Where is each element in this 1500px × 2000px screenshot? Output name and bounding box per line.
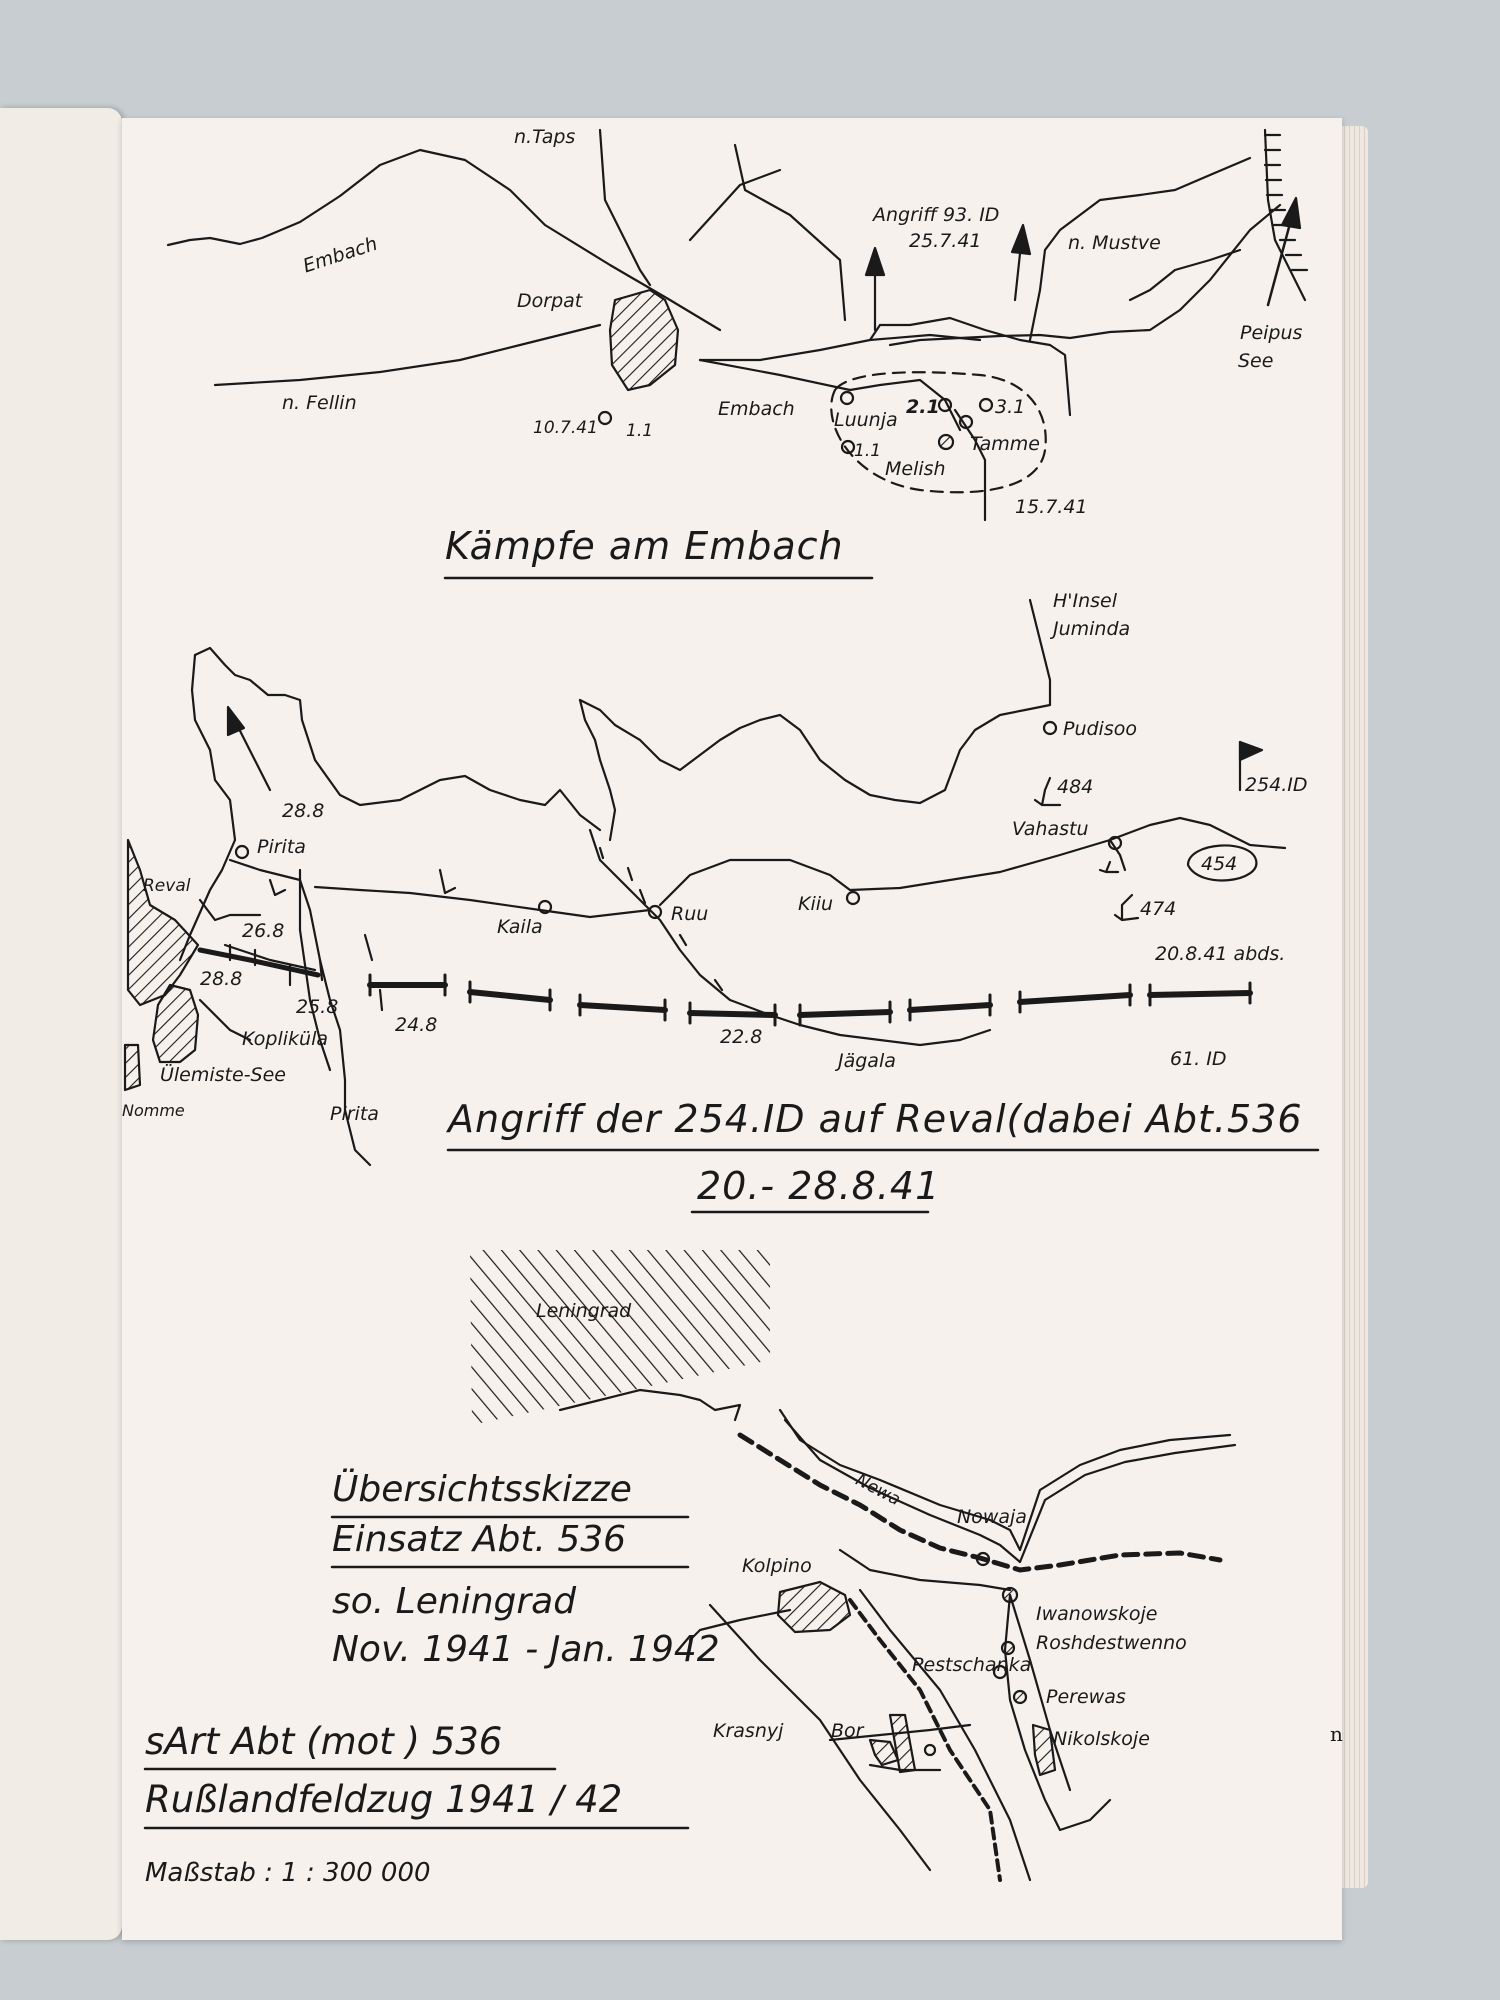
label-leningrad: Leningrad — [536, 1300, 632, 1322]
peipus-ticks — [1265, 135, 1307, 270]
label-tamme: Tamme — [970, 433, 1040, 455]
road-vahastu — [1110, 840, 1125, 870]
label-pudisoo: Pudisoo — [1063, 718, 1137, 740]
label-dorpat: Dorpat — [517, 290, 583, 312]
iwanowskoje-dot — [1003, 1588, 1017, 1602]
margin-letter: n — [1330, 1722, 1343, 1746]
peipus-arrow-head — [1282, 198, 1300, 228]
road-taps — [600, 130, 650, 285]
footer-unit-title: sArt Abt (mot ) 536 — [145, 1720, 503, 1763]
label-embach-west: Embach — [300, 232, 381, 278]
map2-subtitle: 20.- 28.8.41 — [697, 1164, 941, 1208]
label-unit-484: 484 — [1057, 776, 1094, 798]
kolpino-city — [778, 1582, 850, 1632]
label-pirita-north: Pirita — [257, 836, 306, 858]
footer-campaign: Rußlandfeldzug 1941 / 42 — [145, 1778, 623, 1821]
label-juminda: Juminda — [1053, 618, 1131, 640]
label-roshdestwenno: Roshdestwenno — [1036, 1632, 1187, 1654]
label-date-288b: 28.8 — [200, 968, 243, 990]
embach-curve — [870, 318, 1070, 418]
roshdestwenno-dot — [1002, 1642, 1014, 1654]
dorpat-city — [610, 290, 678, 390]
label-perewas: Perewas — [1046, 1686, 1126, 1708]
footer-scale: Maßstab : 1 : 300 000 — [145, 1858, 431, 1888]
label-angriff: Angriff 93. ID — [873, 204, 1000, 226]
label-nikolskoje: Nikolskoje — [1053, 1728, 1150, 1750]
kiiu-dot — [847, 892, 859, 904]
label-angriff-date: 25.7.41 — [909, 230, 982, 252]
bor-area — [870, 1715, 915, 1772]
road-north — [735, 145, 845, 320]
arrow-nw-head — [228, 707, 244, 735]
luunja-dot — [841, 392, 853, 404]
label-fellin: n. Fellin — [282, 392, 357, 414]
coast-west-down — [180, 655, 235, 960]
label-koplikula: Kopliküla — [242, 1028, 328, 1050]
label-nomme: Nomme — [122, 1101, 185, 1120]
label-newa: Newa — [852, 1470, 904, 1511]
label-date-10741: 10.7.41 — [533, 418, 598, 438]
railway-1 — [740, 1435, 1220, 1570]
label-pestschanka: Pestschanka — [912, 1654, 1032, 1676]
label-ulemiste: Ülemiste-See — [160, 1064, 286, 1086]
map3-title-line2: Einsatz Abt. 536 — [332, 1519, 627, 1560]
label-unit-474: 474 — [1140, 898, 1177, 920]
leningrad-area — [470, 1250, 770, 1425]
label-jagala: Jägala — [838, 1050, 896, 1072]
map2-title: Angriff der 254.ID auf Reval(dabei Abt.536 — [448, 1097, 1303, 1141]
reval-city — [128, 840, 198, 1005]
label-embach-east: Embach — [718, 398, 795, 420]
bor-dot — [925, 1745, 935, 1755]
map1-title: Kämpfe am Embach — [445, 524, 844, 568]
arrow1-head — [866, 248, 884, 275]
label-date-228: 22.8 — [720, 1026, 763, 1048]
label-abds: 20.8.41 abds. — [1155, 943, 1286, 965]
label-date-268: 26.8 — [242, 920, 285, 942]
label-unit-21: 2.1 — [906, 396, 940, 418]
label-taps: n.Taps — [514, 126, 576, 148]
perewas-dot — [1014, 1691, 1026, 1703]
unit-11a-mark — [599, 412, 611, 424]
label-61-id: 61. ID — [1170, 1048, 1227, 1070]
frontline — [370, 985, 1250, 1015]
label-date-258: 25.8 — [296, 996, 339, 1018]
label-krasnyj: Krasnyj — [713, 1720, 784, 1742]
road-main — [315, 887, 650, 917]
label-date-288a: 28.8 — [282, 800, 325, 822]
road-reval-sw — [200, 900, 260, 920]
label-unit-11b: 1.1 — [854, 441, 882, 461]
label-unit-454: 454 — [1201, 853, 1238, 875]
unit-474 — [1115, 895, 1138, 920]
nomme — [125, 1045, 140, 1090]
map3-title-line1: Übersichtsskizze — [332, 1469, 632, 1510]
road-north2 — [690, 170, 780, 240]
label-luunja: Luunja — [834, 409, 898, 431]
pirita-dot — [236, 846, 248, 858]
label-hinsel: H'Insel — [1053, 590, 1118, 612]
label-pirita-south: Pirita — [330, 1103, 379, 1125]
label-unit-11a: 1.1 — [626, 421, 654, 441]
coast-peninsula — [580, 600, 1050, 803]
river-branch — [1130, 250, 1240, 300]
road-center — [890, 205, 1280, 345]
map3-subtitle-line2: Nov. 1941 - Jan. 1942 — [332, 1629, 720, 1670]
unit-vah — [1100, 862, 1118, 872]
label-254-id: 254.ID — [1245, 774, 1308, 796]
label-date-15741: 15.7.41 — [1015, 496, 1088, 518]
road-ruu-east — [660, 818, 1285, 905]
river-fellin — [215, 325, 600, 385]
arrow2-head — [1012, 225, 1030, 254]
melish-dot — [939, 435, 953, 449]
flag-254-head — [1240, 742, 1262, 760]
label-peipus: Peipus — [1240, 322, 1303, 344]
label-unit-31: 3.1 — [995, 396, 1026, 418]
label-kolpino: Kolpino — [742, 1555, 812, 1577]
label-iwanowskoje: Iwanowskoje — [1036, 1603, 1158, 1625]
luunja-road — [700, 360, 850, 390]
label-reval: Reval — [143, 876, 191, 896]
label-vahastu: Vahastu — [1012, 818, 1089, 840]
river-newa — [780, 1410, 1230, 1550]
map3-subtitle-line1: so. Leningrad — [332, 1581, 577, 1622]
road-kolpino — [840, 1550, 1010, 1590]
label-see: See — [1238, 350, 1274, 372]
label-kaila: Kaila — [497, 916, 543, 938]
unit-31-mark — [980, 399, 992, 411]
coast-west — [195, 648, 600, 830]
pudisoo-dot — [1044, 722, 1056, 734]
map1-lines — [168, 126, 1307, 578]
river-jagala — [590, 830, 990, 1048]
label-date-248: 24.8 — [395, 1014, 438, 1036]
label-kiiu: Kiiu — [798, 893, 834, 915]
label-bor: Bor — [831, 1720, 864, 1742]
label-ruu: Ruu — [671, 903, 709, 925]
label-melish: Melish — [885, 458, 946, 480]
label-nowaja: Nowaja — [957, 1506, 1027, 1528]
label-mustve: n. Mustve — [1068, 232, 1161, 254]
